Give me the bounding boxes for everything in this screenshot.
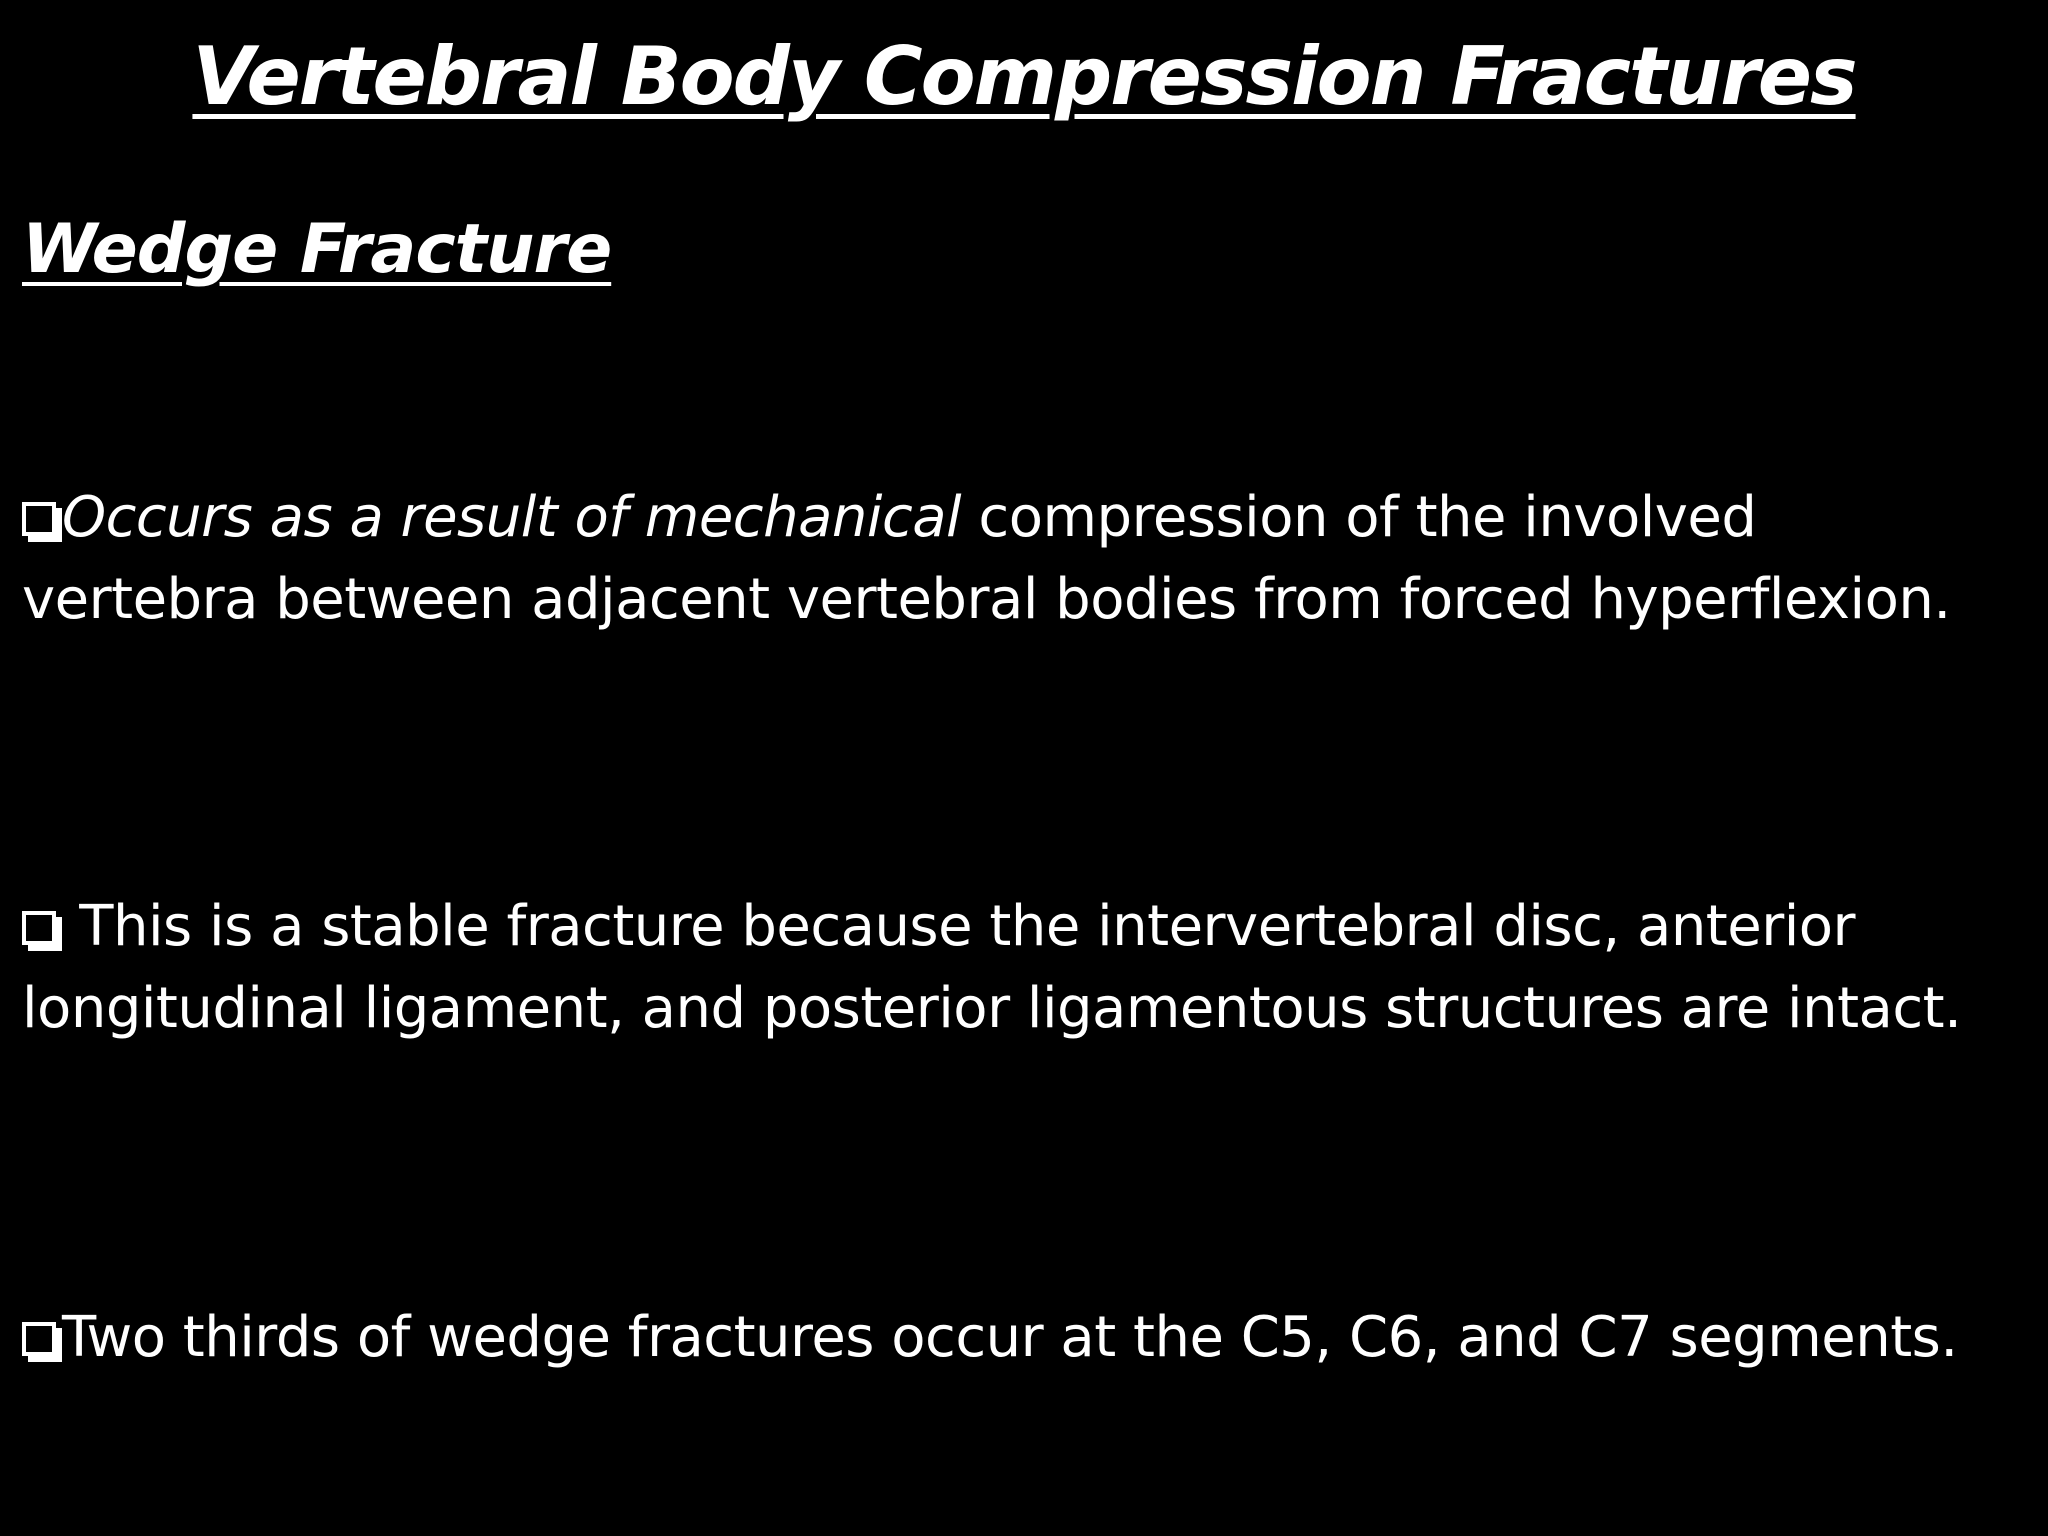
bullet-text: compression of the involved [961, 485, 1757, 550]
bullet-item-1 [22, 477, 2022, 641]
bullet-text-continuation: vertebra between adjacent vertebral bodies from forced hyperflexion. [22, 567, 1951, 632]
slide-subtitle: Wedge Fracture [22, 210, 612, 289]
bullet-text: Two thirds of wedge fractures occur at the C5, C6, and C7 segments. [62, 1305, 1958, 1370]
bullet-line [22, 1297, 2022, 1379]
bullet-item-2 [22, 886, 2022, 1050]
bullet-item-3 [22, 1297, 2022, 1379]
bullet-text-continuation: longitudinal ligament, and posterior ligamentous structures are intact. [22, 976, 1962, 1041]
bullet-line [22, 477, 2022, 559]
checkbox-bullet-icon [22, 502, 56, 536]
slide-title: Vertebral Body Compression Fractures [192, 30, 1856, 123]
checkbox-bullet-icon [22, 1322, 56, 1356]
bullet-line [22, 886, 2022, 968]
bullet-text: This is a stable fracture because the intervertebral disc, anterior [62, 894, 1856, 959]
checkbox-bullet-icon [22, 911, 56, 945]
bullet-italic-text: Occurs as a result of mechanical [62, 485, 962, 550]
